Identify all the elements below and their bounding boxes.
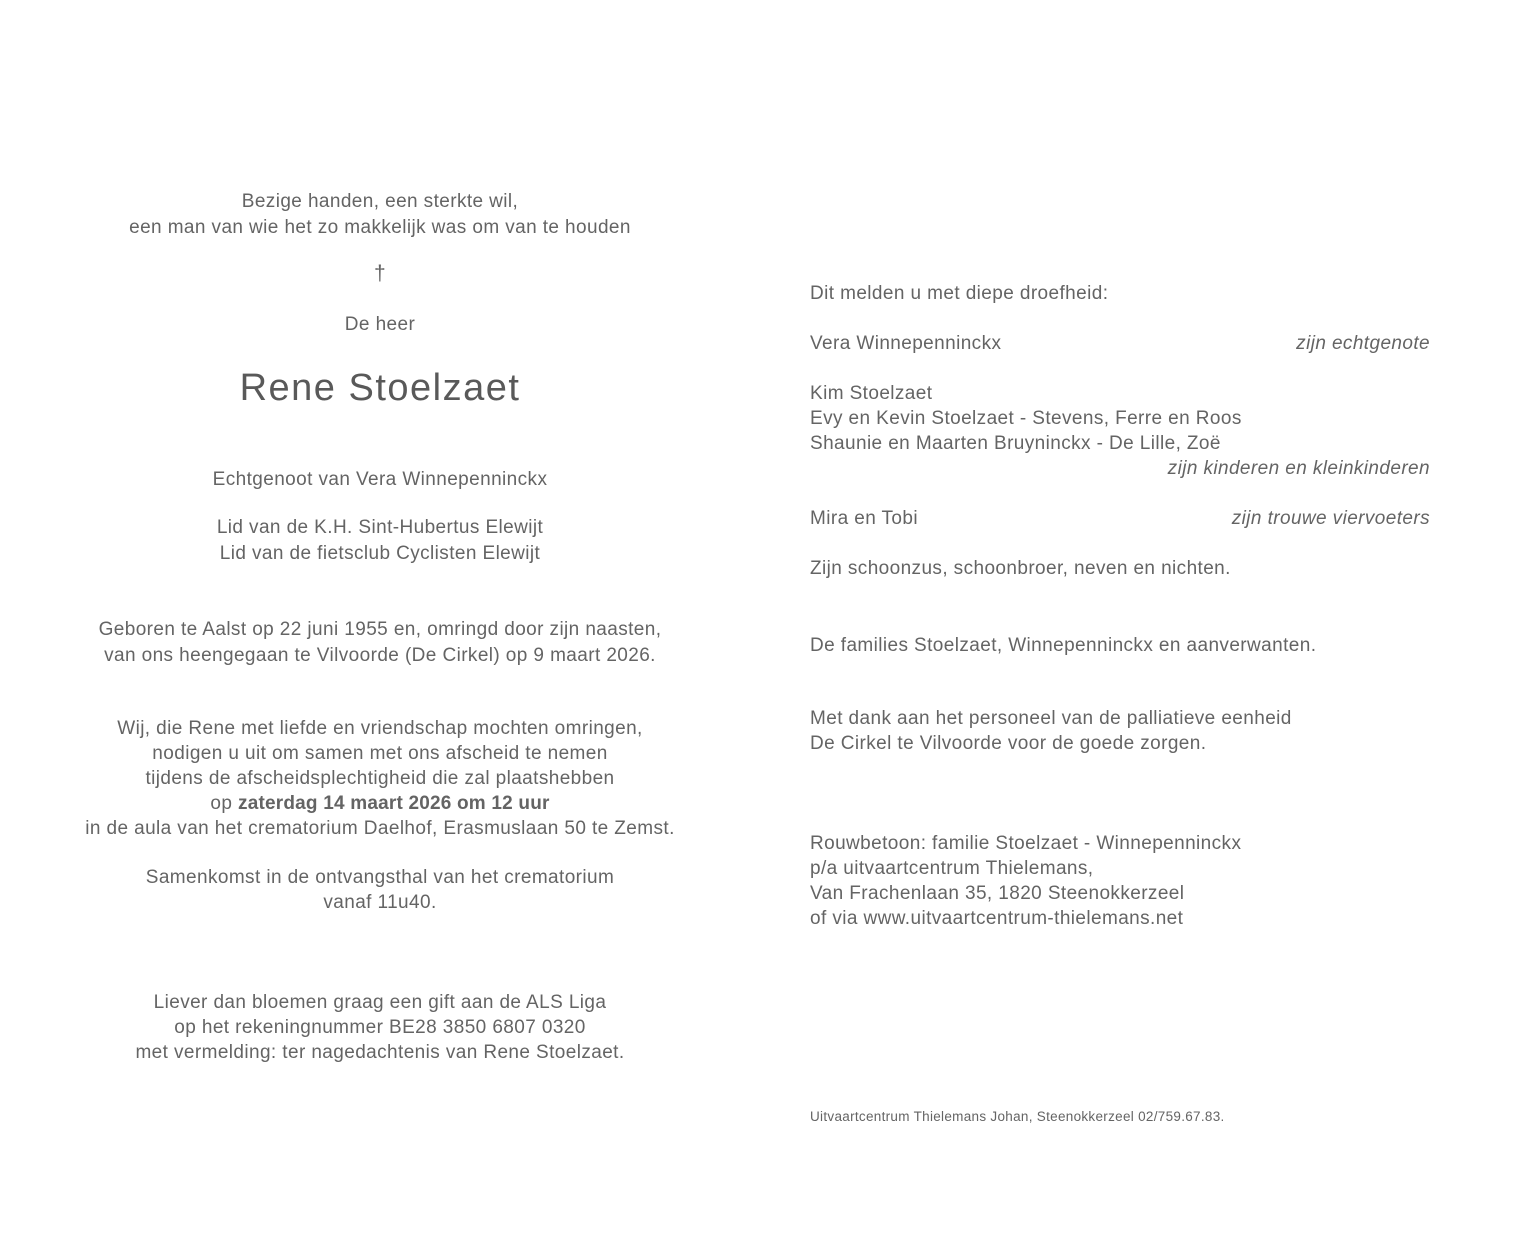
condolence-line-3: Van Frachenlaan 35, 1820 Steenokkerzeel bbox=[810, 883, 1185, 904]
gathering-line-2: vanaf 11u40. bbox=[323, 892, 437, 913]
families-line: De families Stoelzaet, Winnepenninckx en aanverwanten. bbox=[810, 635, 1317, 656]
condolence-line-4: of via www.uitvaartcentrum-thielemans.net bbox=[810, 908, 1184, 929]
invitation-line-3: tijdens de afscheidsplechtigheid die zal plaatshebben bbox=[145, 768, 615, 789]
salutation: De heer bbox=[344, 314, 416, 335]
invitation-location: in de aula van het crematorium Daelhof, Erasmuslaan 50 te Zemst. bbox=[85, 818, 675, 839]
donation-request bbox=[30, 990, 730, 1065]
thanks-line-1: Met dank aan het personeel van de palliatieve eenheid bbox=[810, 708, 1292, 729]
condolence-address bbox=[810, 831, 1430, 931]
thanks-note bbox=[810, 706, 1430, 756]
children-relation: zijn kinderen en kleinkinderen bbox=[1167, 458, 1430, 479]
gathering-line-1: Samenkomst in de ontvangsthal van het crematorium bbox=[145, 867, 615, 888]
dagger-cross-symbol: † bbox=[373, 262, 387, 285]
condolence-line-2: p/a uitvaartcentrum Thielemans, bbox=[810, 858, 1094, 879]
wife-name: Vera Winnepenninckx bbox=[810, 333, 1002, 354]
pets-relation: zijn trouwe viervoeters bbox=[1231, 508, 1430, 529]
announcement-line: Dit melden u met diepe droefheid: bbox=[810, 283, 1109, 304]
inlaws-line: Zijn schoonzus, schoonbroer, neven en nichten. bbox=[810, 558, 1231, 579]
passing-line-1: Geboren te Aalst op 22 juni 1955 en, omringd door zijn naasten, bbox=[98, 619, 662, 640]
invitation-date-prefix: op bbox=[210, 793, 238, 814]
invitation-line-2: nodigen u uit om samen met ons afscheid te nemen bbox=[152, 743, 608, 764]
children-list bbox=[810, 381, 1430, 456]
invitation-date: zaterdag 14 maart 2026 om 12 uur bbox=[238, 793, 550, 814]
spouse-line: Echtgenoot van Vera Winnepenninckx bbox=[212, 469, 548, 490]
child-line-2: Evy en Kevin Stoelzaet - Stevens, Ferre en Roos bbox=[810, 408, 1242, 429]
gathering-info bbox=[30, 865, 730, 915]
donation-line-3: met vermelding: ter nagedachtenis van Rene Stoelzaet. bbox=[135, 1042, 625, 1063]
invitation-line-1: Wij, die Rene met liefde en vriendschap mochten omringen, bbox=[117, 718, 643, 739]
condolence-line-1: Rouwbetoon: familie Stoelzaet - Winnepenninckx bbox=[810, 833, 1242, 854]
thanks-line-2: De Cirkel te Vilvoorde voor de goede zorgen. bbox=[810, 733, 1207, 754]
memberships bbox=[30, 515, 730, 567]
deceased-name: Rene Stoelzaet bbox=[239, 367, 521, 409]
ceremony-invitation bbox=[30, 716, 730, 841]
passing-line-2: van ons heengegaan te Vilvoorde (De Cirkel) op 9 maart 2026. bbox=[104, 645, 656, 666]
wife-row bbox=[810, 331, 1430, 356]
pets-names: Mira en Tobi bbox=[810, 508, 918, 529]
epigraph bbox=[30, 189, 730, 241]
membership-line-1: Lid van de K.H. Sint-Hubertus Elewijt bbox=[216, 517, 544, 538]
epigraph-line-2: een man van wie het zo makkelijk was om van te houden bbox=[129, 217, 631, 238]
funeral-home-footer: Uitvaartcentrum Thielemans Johan, Steenokkerzeel 02/759.67.83. bbox=[810, 1109, 1225, 1124]
invitation-date-line bbox=[30, 791, 730, 816]
pets-row bbox=[810, 506, 1430, 531]
wife-relation: zijn echtgenote bbox=[1296, 333, 1430, 354]
child-line-1: Kim Stoelzaet bbox=[810, 383, 933, 404]
epigraph-line-1: Bezige handen, een sterkte wil, bbox=[241, 191, 519, 212]
donation-line-2: op het rekeningnummer BE28 3850 6807 0320 bbox=[174, 1017, 586, 1038]
child-line-3: Shaunie en Maarten Bruyninckx - De Lille, Zoë bbox=[810, 433, 1221, 454]
birth-death-notice bbox=[30, 617, 730, 669]
donation-line-1: Liever dan bloemen graag een gift aan de ALS Liga bbox=[153, 992, 607, 1013]
membership-line-2: Lid van de fietsclub Cyclisten Elewijt bbox=[219, 543, 541, 564]
